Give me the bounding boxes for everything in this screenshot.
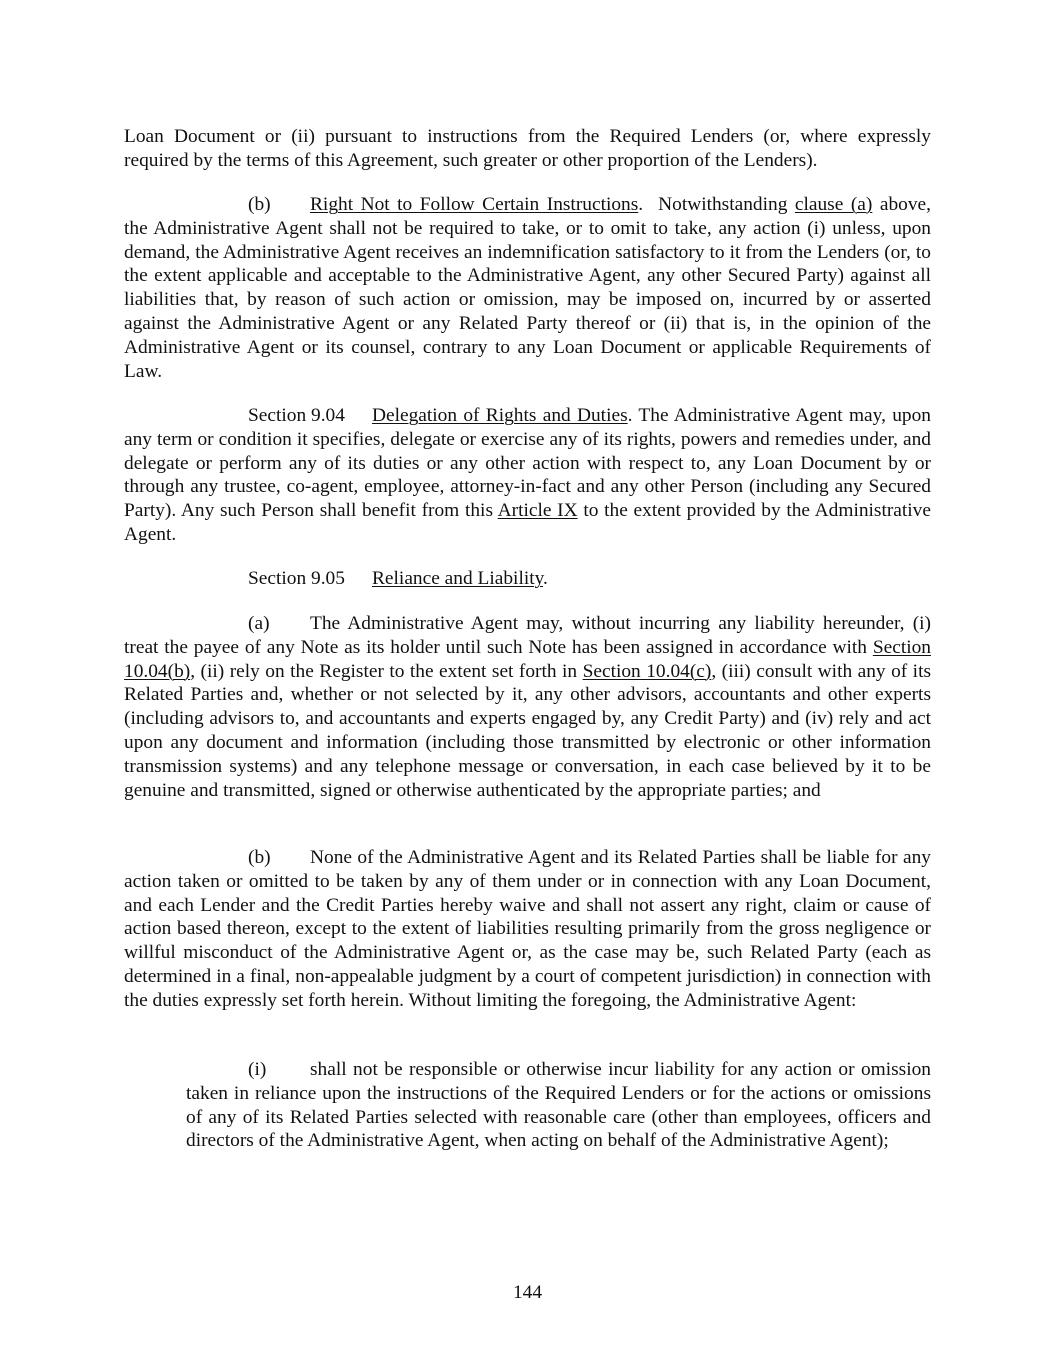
clause-marker: (i) [248,1059,267,1080]
section-9-04 [124,404,931,547]
paragraph-text: shall not be responsible or otherwise incur liability for any action or omission taken in reliance upon the instructions of the Required Lenders or for the actions or omissions of any of its Related Parties selected with reasonable care (other than employees, officers and directors of the Administrative Agent, when acting on behalf of the Administrative Agent); [186,1059,931,1152]
paragraph-text: to the extent provided by the Administrative Agent. [124,500,931,545]
page-number: 144 [512,1282,543,1303]
heading-period: . [543,568,548,589]
clause-heading: Right Not to Follow Certain Instructions [310,194,639,215]
cross-reference: Article IX [497,500,578,522]
cross-reference: Section 10.04(b) [124,636,931,682]
paragraph-9-05-b [124,846,931,1013]
clause-marker: (a) [248,613,270,634]
cross-reference: Section 10.04(c) [582,660,712,682]
paragraph-9-05-a [124,612,931,802]
paragraph-9-03-b [124,193,931,383]
heading-period: . Notwithstanding [638,194,795,215]
paragraph-text: None of the Administrative Agent and its Related Parties shall be liable for any action taken or omitted to be taken by any of them under or in connection with any Loan Document, and each Lender and the Credit Parties hereby waive and shall not assert any right, claim or cause of action based thereon, except to the extent of liabilities resulting primarily from the gross negligence or willful misconduct of the Administrative Agent or, as the case may be, such Related Party (each as determined in a final, non-appealable judgment by a court of competent jurisdiction) in connection with the duties expressly set forth herein. Without limiting the foregoing, the Administrative Agent: [124,847,931,1011]
paragraph-text: , (ii) rely on the Register to the extent set forth in [190,660,583,682]
paragraph-text: above, the Administrative Agent shall not be required to take, or to omit to take, any action (i) unless, upon demand, the Administrative Agent receives an indemnification satisfactory to it from the Lenders (or, to the extent applicable and acceptable to the Administrative Agent, any other Secured Party) against all liabilities that, by reason of such action or omission, may be imposed on, incurred by or asserted against the Administrative Agent or any Related Party thereof or (ii) that is, in the opinion of the Administrative Agent or its counsel, contrary to any Loan Document or applicable Requirements of Law. [124,194,931,382]
paragraph-text: , (iii) consult with any of its Related Parties and, whether or not selected by it, any other advisors, accountants and other experts (including advisors to, and accountants and experts engaged by, any Credit Party) and (iv) rely and act upon any document and information (including those transmitted by electronic or other information transmission systems) and any telephone message or conversation, in each case believed by it to be genuine and transmitted, signed or otherwise authenticated by the appropriate parties; and [124,660,931,801]
section-heading: Reliance and Liability [372,568,544,589]
section-number: Section 9.05 [248,568,345,589]
section-9-05-heading [124,567,931,591]
section-number: Section 9.04 [248,405,345,426]
paragraph-text: Loan Document or (ii) pursuant to instructions from the Required Lenders (or, where expressly required by the terms of this Agreement, such greater or other proportion of the Lenders). [124,126,931,171]
clause-marker: (b) [248,194,271,215]
paragraph-text: . The Administrative Agent may, upon any term or condition it specifies, delegate or exercise any of its rights, powers and remedies under, and delegate or perform any of its duties or any other action with respect to, any Loan Document by or through any trustee, co-agent, employee, attorney-in-fact and any other Person (including any Secured Party). Any such Person shall benefit from this [124,405,931,522]
clause-marker: (b) [248,847,271,868]
section-heading: Delegation of Rights and Duties [372,405,628,426]
paragraph-continuation [124,125,931,173]
cross-reference: clause (a) [794,194,873,215]
paragraph-9-05-b-i [186,1058,931,1153]
paragraph-text: The Administrative Agent may, without incurring any liability hereunder, (i) treat the payee of any Note as its holder until such Note has been assigned in accordance with [124,613,931,658]
